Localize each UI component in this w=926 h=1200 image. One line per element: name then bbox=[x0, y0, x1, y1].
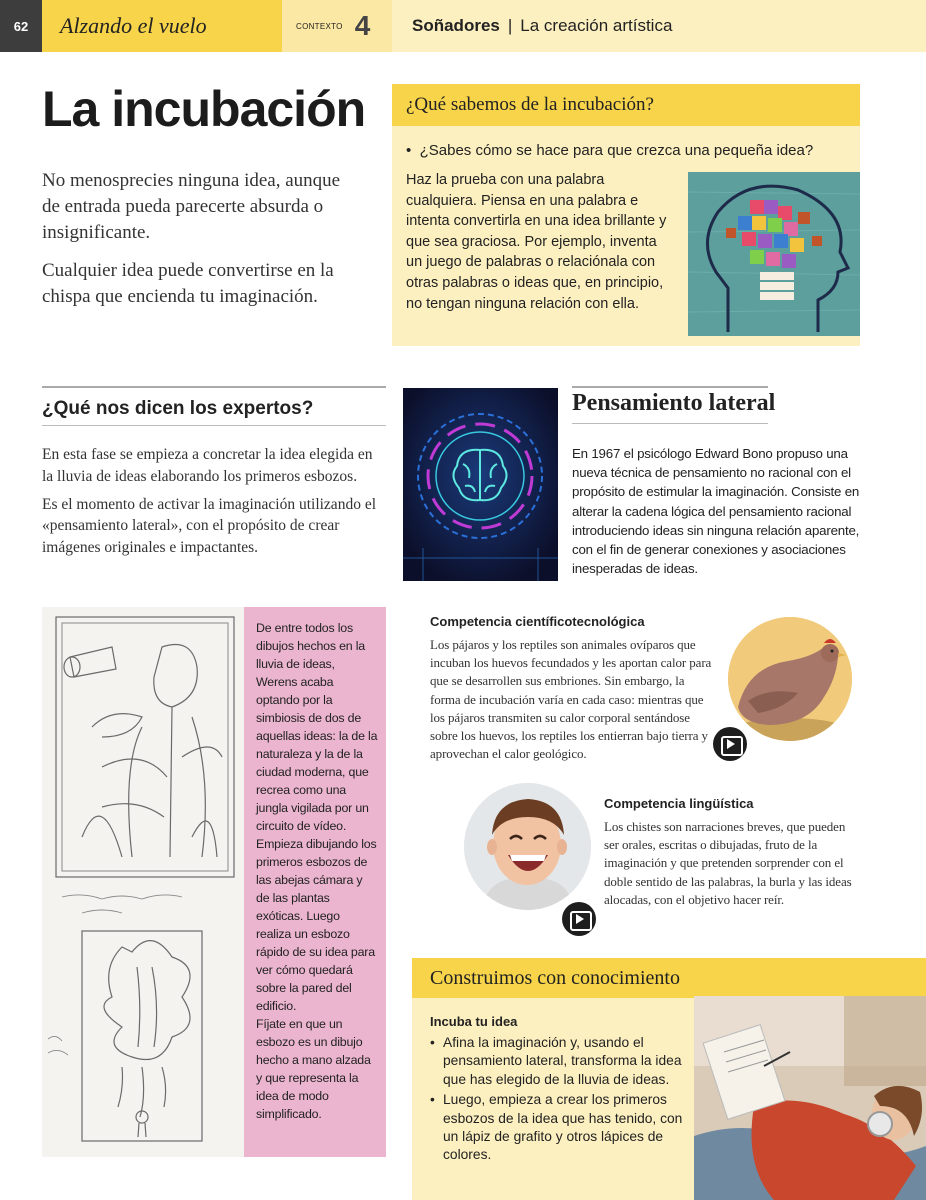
head-puzzle-image bbox=[688, 172, 860, 336]
book-title: Alzando el vuelo bbox=[42, 0, 282, 52]
play-icon bbox=[727, 739, 735, 749]
sketch-caption-paragraph: Fíjate en que un esbozo es un dibujo hecho a mano alzada y que representa la idea de modo simplificado. bbox=[256, 1017, 371, 1121]
page-number: 62 bbox=[0, 0, 42, 52]
construimos-list bbox=[430, 1034, 694, 1167]
unit-title: Soñadores bbox=[412, 16, 500, 35]
context-badge bbox=[282, 0, 392, 52]
play-video-button[interactable] bbox=[713, 727, 747, 761]
lateral-text: En 1967 el psicólogo Edward Bono propuso una nueva técnica de pensamiento no racional con el propósito de estimular la imaginación. Consiste en alterar la cadena lógica del pensamiento racional introduciendo ideas sin ninguna relación aparente, con el fin de generar conexiones y asociaciones inesperadas de ideas. bbox=[572, 446, 860, 577]
list-item: • Luego, empieza a crear los primeros esbozos de la idea que has tenido, con un lápiz de grafito y otros lápices de colores. bbox=[430, 1091, 694, 1165]
what-we-know-box bbox=[392, 84, 860, 346]
what-we-know-bullet-text: ¿Sabes cómo se hace para que crezca una pequeña idea? bbox=[419, 142, 814, 159]
sketch-caption bbox=[244, 607, 386, 1157]
unit-title-bar bbox=[392, 0, 926, 52]
what-we-know-heading: ¿Qué sabemos de la incubación? bbox=[392, 84, 860, 126]
experts-paragraph: Es el momento de activar la imaginación utilizando el «pensamiento lateral», con el propósito de crear imágenes originales e impactantes. bbox=[42, 495, 376, 557]
laughing-boy-image bbox=[464, 783, 591, 910]
experts-paragraph: En esta fase se empieza a concretar la idea elegida en la lluvia de ideas elaborando los primeros esbozos. bbox=[42, 446, 373, 485]
comp-scientific-text: Los pájaros y los reptiles son animales ovíparos que incuban los huevos fecundados y les aportan calor para que se desarrollen sus embriones. Sin embargo, la forma de incubación varía en cada caso: mientras que los pájaros transmiten su calor corporal sentándose sobre los huevos, los reptiles los entierran bajo tierra y aprovechan el calor geológico. bbox=[430, 637, 712, 762]
comp-linguistic-heading: Competencia lingüística bbox=[604, 796, 754, 811]
construimos-heading: Construimos con conocimiento bbox=[412, 958, 926, 998]
construimos-subheading: Incuba tu idea bbox=[430, 1014, 518, 1029]
experts-text bbox=[42, 444, 387, 565]
context-label: CONTEXTO bbox=[296, 21, 343, 31]
experts-top-rule bbox=[42, 386, 386, 388]
construimos-box bbox=[412, 958, 926, 1200]
what-we-know-bullet: • ¿Sabes cómo se hace para que crezca una pequeña idea? bbox=[406, 142, 814, 159]
comp-linguistic-text: Los chistes son narraciones breves, que pueden ser orales, escritas o dibujadas, fruto de la imaginación y que pretenden sorprender con el doble sentido de las palabras, la burla y las ideas alocadas, con el objetivo hacer reír. bbox=[604, 819, 852, 907]
intro bbox=[42, 168, 342, 322]
intro-paragraph: Cualquier idea puede convertirse en la chispa que encienda tu imaginación. bbox=[42, 260, 334, 307]
pencil-sketch-image bbox=[42, 607, 244, 1157]
experts-heading: ¿Qué nos dicen los expertos? bbox=[42, 398, 314, 419]
page-header bbox=[0, 0, 926, 52]
list-item: • Afina la imaginación y, usando el pensamiento lateral, transforma la idea que has elegido de la lluvia de ideas. bbox=[430, 1034, 694, 1089]
play-video-button[interactable] bbox=[562, 902, 596, 936]
comp-scientific-heading: Competencia científicotecnológica bbox=[430, 614, 645, 629]
unit-separator: | bbox=[507, 16, 513, 35]
page-title: La incubación bbox=[42, 81, 366, 137]
sketch-caption-paragraph: Empieza dibujando los primeros esbozos de las abejas cámara y de las plantas exóticas. Luego realiza un esbozo rápido de su idea para ver cómo quedará sobre la pared del edificio. bbox=[256, 837, 377, 1013]
hen-image bbox=[728, 617, 852, 741]
play-icon bbox=[576, 914, 584, 924]
context-number: 4 bbox=[354, 10, 371, 41]
unit-subtitle: La creación artística bbox=[520, 16, 673, 35]
what-we-know-text: Haz la prueba con una palabra cualquiera. Piensa en una palabra e intenta convertirla en una idea brillante y que sea graciosa. Por ejemplo, inventa un juego de palabras o relaciónala con otras palabras o ideas que, en principio, no tengan ninguna relación con ella. bbox=[406, 172, 667, 312]
lateral-bottom-rule bbox=[572, 423, 768, 424]
experts-bottom-rule bbox=[42, 425, 386, 426]
lateral-heading: Pensamiento lateral bbox=[572, 390, 776, 416]
sketch-caption-paragraph: De entre todos los dibujos hechos en la lluvia de ideas, Werens acaba optando por la simbiosis de dos de aquellas ideas: la de la naturaleza y la de la ciudad moderna, que recrea como una jungla vigilada por un circuito de vídeo. bbox=[256, 621, 378, 833]
girl-drawing-image bbox=[694, 996, 926, 1200]
digital-brain-image bbox=[403, 388, 558, 581]
intro-paragraph: No menosprecies ninguna idea, aunque de entrada pueda parecerte absurda o insignificante. bbox=[42, 170, 341, 243]
lateral-top-rule bbox=[572, 386, 768, 388]
